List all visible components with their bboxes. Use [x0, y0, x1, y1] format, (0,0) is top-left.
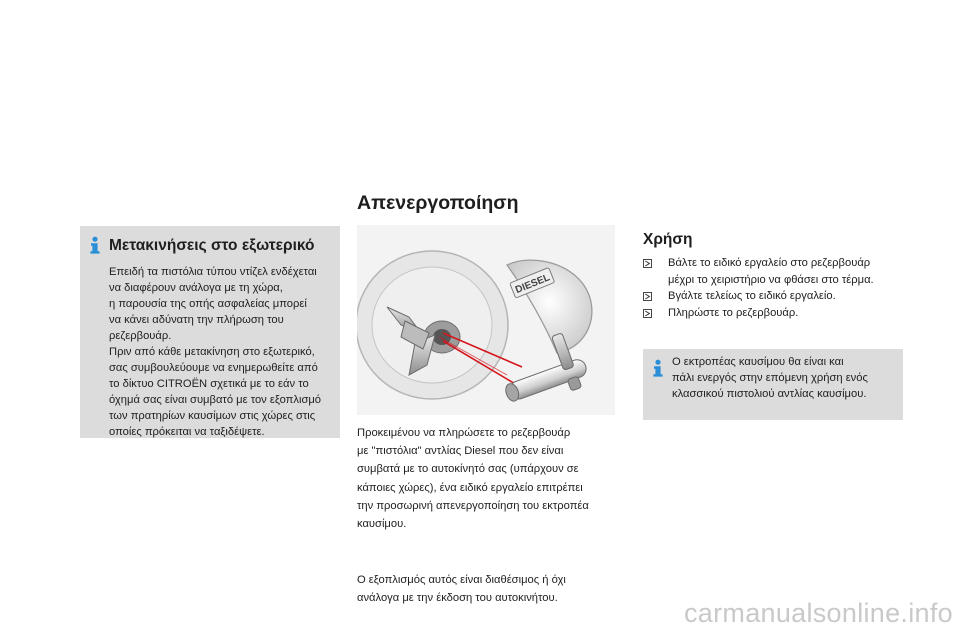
deactivation-title: Απενεργοποίηση [357, 192, 519, 214]
arrow-bullet-icon [643, 309, 652, 318]
arrow-bullet-icon [643, 292, 652, 301]
diesel-label: DIESEL [513, 272, 552, 297]
diesel-tool-drawing [357, 225, 615, 415]
text-line: κάποιες χώρες), ένα ειδικό εργαλείο επιτρέπει [357, 481, 583, 494]
text-line: συμβατά με το αυτοκίνητό σας (υπάρχουν σε [357, 463, 579, 476]
info-icon [88, 236, 102, 254]
deflector-info-box [643, 349, 903, 420]
text-line: κλασσικού πιστολιού αντλίας καυσίμου. [672, 388, 867, 400]
text-line: την προσωρινή απενεργοποίηση του εκτροπέα [357, 499, 589, 512]
text-line: οποίες πρόκειται να ταξιδέψετε. [109, 426, 265, 438]
step-text: μέχρι το χειριστήριο να φθάσει στο τέρμα. [668, 273, 874, 286]
text-line: ρεζερβουάρ. [109, 330, 172, 342]
text-line: όχημά σας είναι συμβατό με τον εξοπλισμό [109, 394, 322, 406]
info-icon [651, 359, 665, 377]
travel-abroad-title: Μετακινήσεις στο εξωτερικό [109, 237, 315, 254]
deflector-note-text [672, 354, 900, 402]
text-line: ανάλογα με την έκδοση του αυτοκινήτου. [357, 592, 558, 605]
text-line: Πριν από κάθε μετακίνηση στο εξωτερικό, [109, 346, 315, 358]
list-item [643, 288, 933, 305]
step-text: Βγάλτε τελείως το ειδικό εργαλείο. [668, 290, 836, 302]
text-line: καυσίμου. [357, 518, 407, 531]
list-item [643, 255, 933, 288]
availability-note [357, 571, 627, 607]
travel-abroad-info-box [80, 226, 340, 438]
diesel-tool-illustration [357, 225, 615, 415]
text-line: των πρατηρίων καυσίμων στις χώρες στις [109, 410, 316, 422]
usage-steps [643, 255, 933, 321]
text-line: με "πιστόλια" αντλίας Diesel που δεν είναι [357, 445, 564, 458]
text-line: πάλι ενεργός στην επόμενη χρήση ενός [672, 372, 868, 384]
text-line: το δίκτυο CITROËN σχετικά με το εάν το [109, 378, 309, 390]
text-line: Ο εκτροπέας καυσίμου θα είναι και [672, 356, 844, 368]
text-line: σας συμβουλεύουμε να ενημερωθείτε από [109, 362, 318, 374]
list-item [643, 305, 933, 322]
text-line: να διαφέρουν ανάλογα με τη χώρα, [109, 282, 283, 294]
deactivation-description [357, 424, 627, 533]
arrow-bullet-icon [643, 259, 652, 268]
text-line: να κάνει αδύνατη την πλήρωση του [109, 314, 284, 326]
text-line: η παρουσία της οπής ασφαλείας μπορεί [109, 298, 307, 310]
text-line: Προκειμένου να πληρώσετε το ρεζερβουάρ [357, 427, 571, 439]
text-line: Επειδή τα πιστόλια τύπου ντίζελ ενδέχεται [109, 266, 317, 278]
step-text: Βάλτε το ειδικό εργαλείο στο ρεζερβουάρ [668, 257, 871, 269]
travel-abroad-text [109, 264, 337, 440]
usage-title: Χρήση [643, 231, 693, 248]
text-line: Ο εξοπλισμός αυτός είναι διαθέσιμος ή όχι [357, 574, 566, 586]
watermark: carmanualsonline.info [684, 598, 953, 628]
step-text: Πληρώστε το ρεζερβουάρ. [668, 306, 799, 319]
